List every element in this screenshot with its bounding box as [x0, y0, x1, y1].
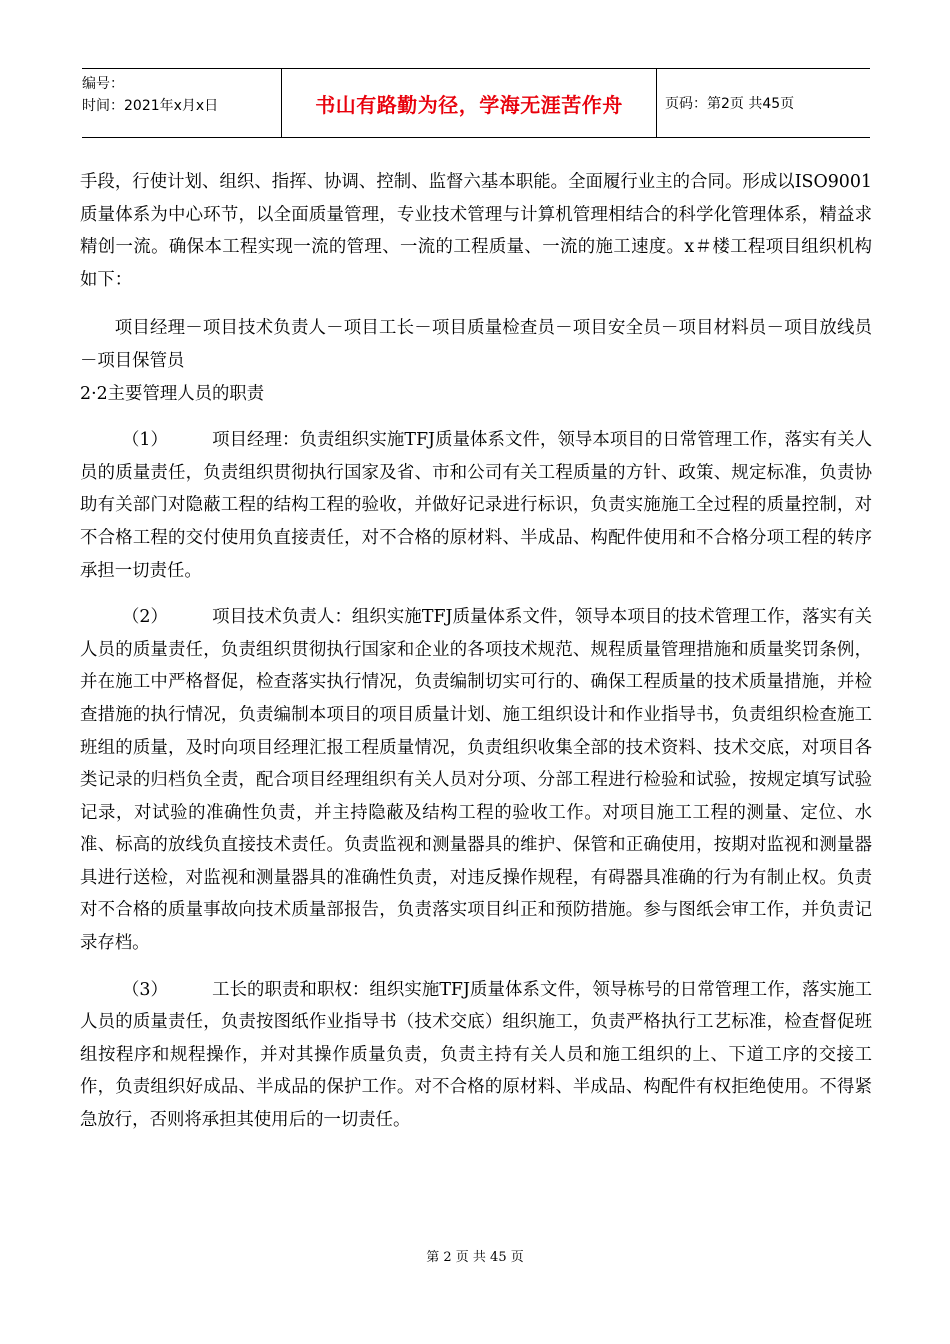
- item-text: 工长的职责和职权：组织实施TFJ质量体系文件，领导栋号的日常管理工作，落实施工人员的质量责任，负责按图纸作业指导书（技术交底）组织施工，负责严格执行工艺标准，检查督促班组按程序和规程操作，并对其操作质量负责，负责主持有关人员和施工组织的上、下道工序的交接工作，负责组织好成品、半成品的保护工作。对不合格的原材料、半成品、构配件有权拒绝使用。不得紧急放行，否则将承担其使用后的一切责任。: [80, 979, 872, 1131]
- item-text: 项目技术负责人：组织实施TFJ质量体系文件，领导本项目的技术管理工作，落实有关人员的质量责任，负责组织贯彻执行国家和企业的各项技术规范、规程质量管理措施和质量奖罚条例，并在施工中严格督促，检查落实执行情况，负责编制切实可行的、确保工程质量的技术质量措施，并检查措施的执行情况，负责编制本项目的项目质量计划、施工组织设计和作业指导书，负责组织检查施工班组的质量，及时向项目经理汇报工程质量情况，负责组织收集全部的技术资料、技术交底，对项目各类记录的归档负全责，配合项目经理组织有关人员对分项、分部工程进行检验和试验，按规定填写试验记录，对试验的准确性负责，并主持隐蔽及结构工程的验收工作。对项目施工工程的测量、定位、水准、标高的放线负直接技术责任。负责监视和测量器具的维护、保管和正确使用，按期对监视和测量器具进行送检，对监视和测量器具的准确性负责，对违反操作规程，有碍器具准确的行为有制止权。负责对不合格的质量事故向技术质量部报告，负责落实项目纠正和预防措施。参与图纸会审工作，并负责记录存档。: [80, 607, 872, 954]
- item-number: （1）: [122, 430, 168, 451]
- page-header: [82, 68, 870, 138]
- item-number: （3）: [122, 979, 168, 1000]
- header-motto-cell: [282, 69, 657, 137]
- header-number-label: 编号：: [82, 76, 124, 92]
- item-number: （2）: [122, 607, 168, 628]
- duty-item: [80, 974, 872, 1137]
- header-date: 时间：2021年x月x日: [82, 98, 219, 114]
- intro-paragraph: 手段，行使计划、组织、指挥、协调、控制、监督六基本职能。全面履行业主的合同。形成以ISO9001质量体系为中心环节，以全面质量管理，专业技术管理与计算机管理相结合的科学化管理体系，精益求精创一流。确保本工程实现一流的管理、一流的工程质量、一流的施工速度。x＃楼工程项目组织机构如下：: [80, 172, 872, 290]
- page-footer: 第 2 页 共 45 页: [426, 1250, 524, 1265]
- item-text: 项目经理：负责组织实施TFJ质量体系文件，领导本项目的日常管理工作，落实有关人员的质量责任，负责组织贯彻执行国家及省、市和公司有关工程质量的方针、政策、规定标准，负责协助有关部门对隐蔽工程的结构工程的验收，并做好记录进行标识，负责实施施工全过程的质量控制，对不合格工程的交付使用负直接责任，对不合格的原材料、半成品、构配件使用和不合格分项工程的转序承担一切责任。: [80, 430, 872, 581]
- duty-item: [80, 601, 872, 960]
- section-title: 2·2主要管理人员的职责: [80, 383, 265, 404]
- duty-item: [80, 424, 872, 587]
- org-chain-paragraph: 项目经理－项目技术负责人－项目工长－项目质量检查员－项目安全员－项目材料员－项目放线员－项目保管员: [80, 318, 872, 371]
- header-page-code: 页码：第2页 共45页: [665, 96, 795, 112]
- header-page-code-cell: [657, 69, 870, 137]
- header-meta: [82, 69, 282, 137]
- document-body: [80, 166, 872, 1137]
- header-motto: 书山有路勤为径，学海无涯苦作舟: [315, 92, 623, 117]
